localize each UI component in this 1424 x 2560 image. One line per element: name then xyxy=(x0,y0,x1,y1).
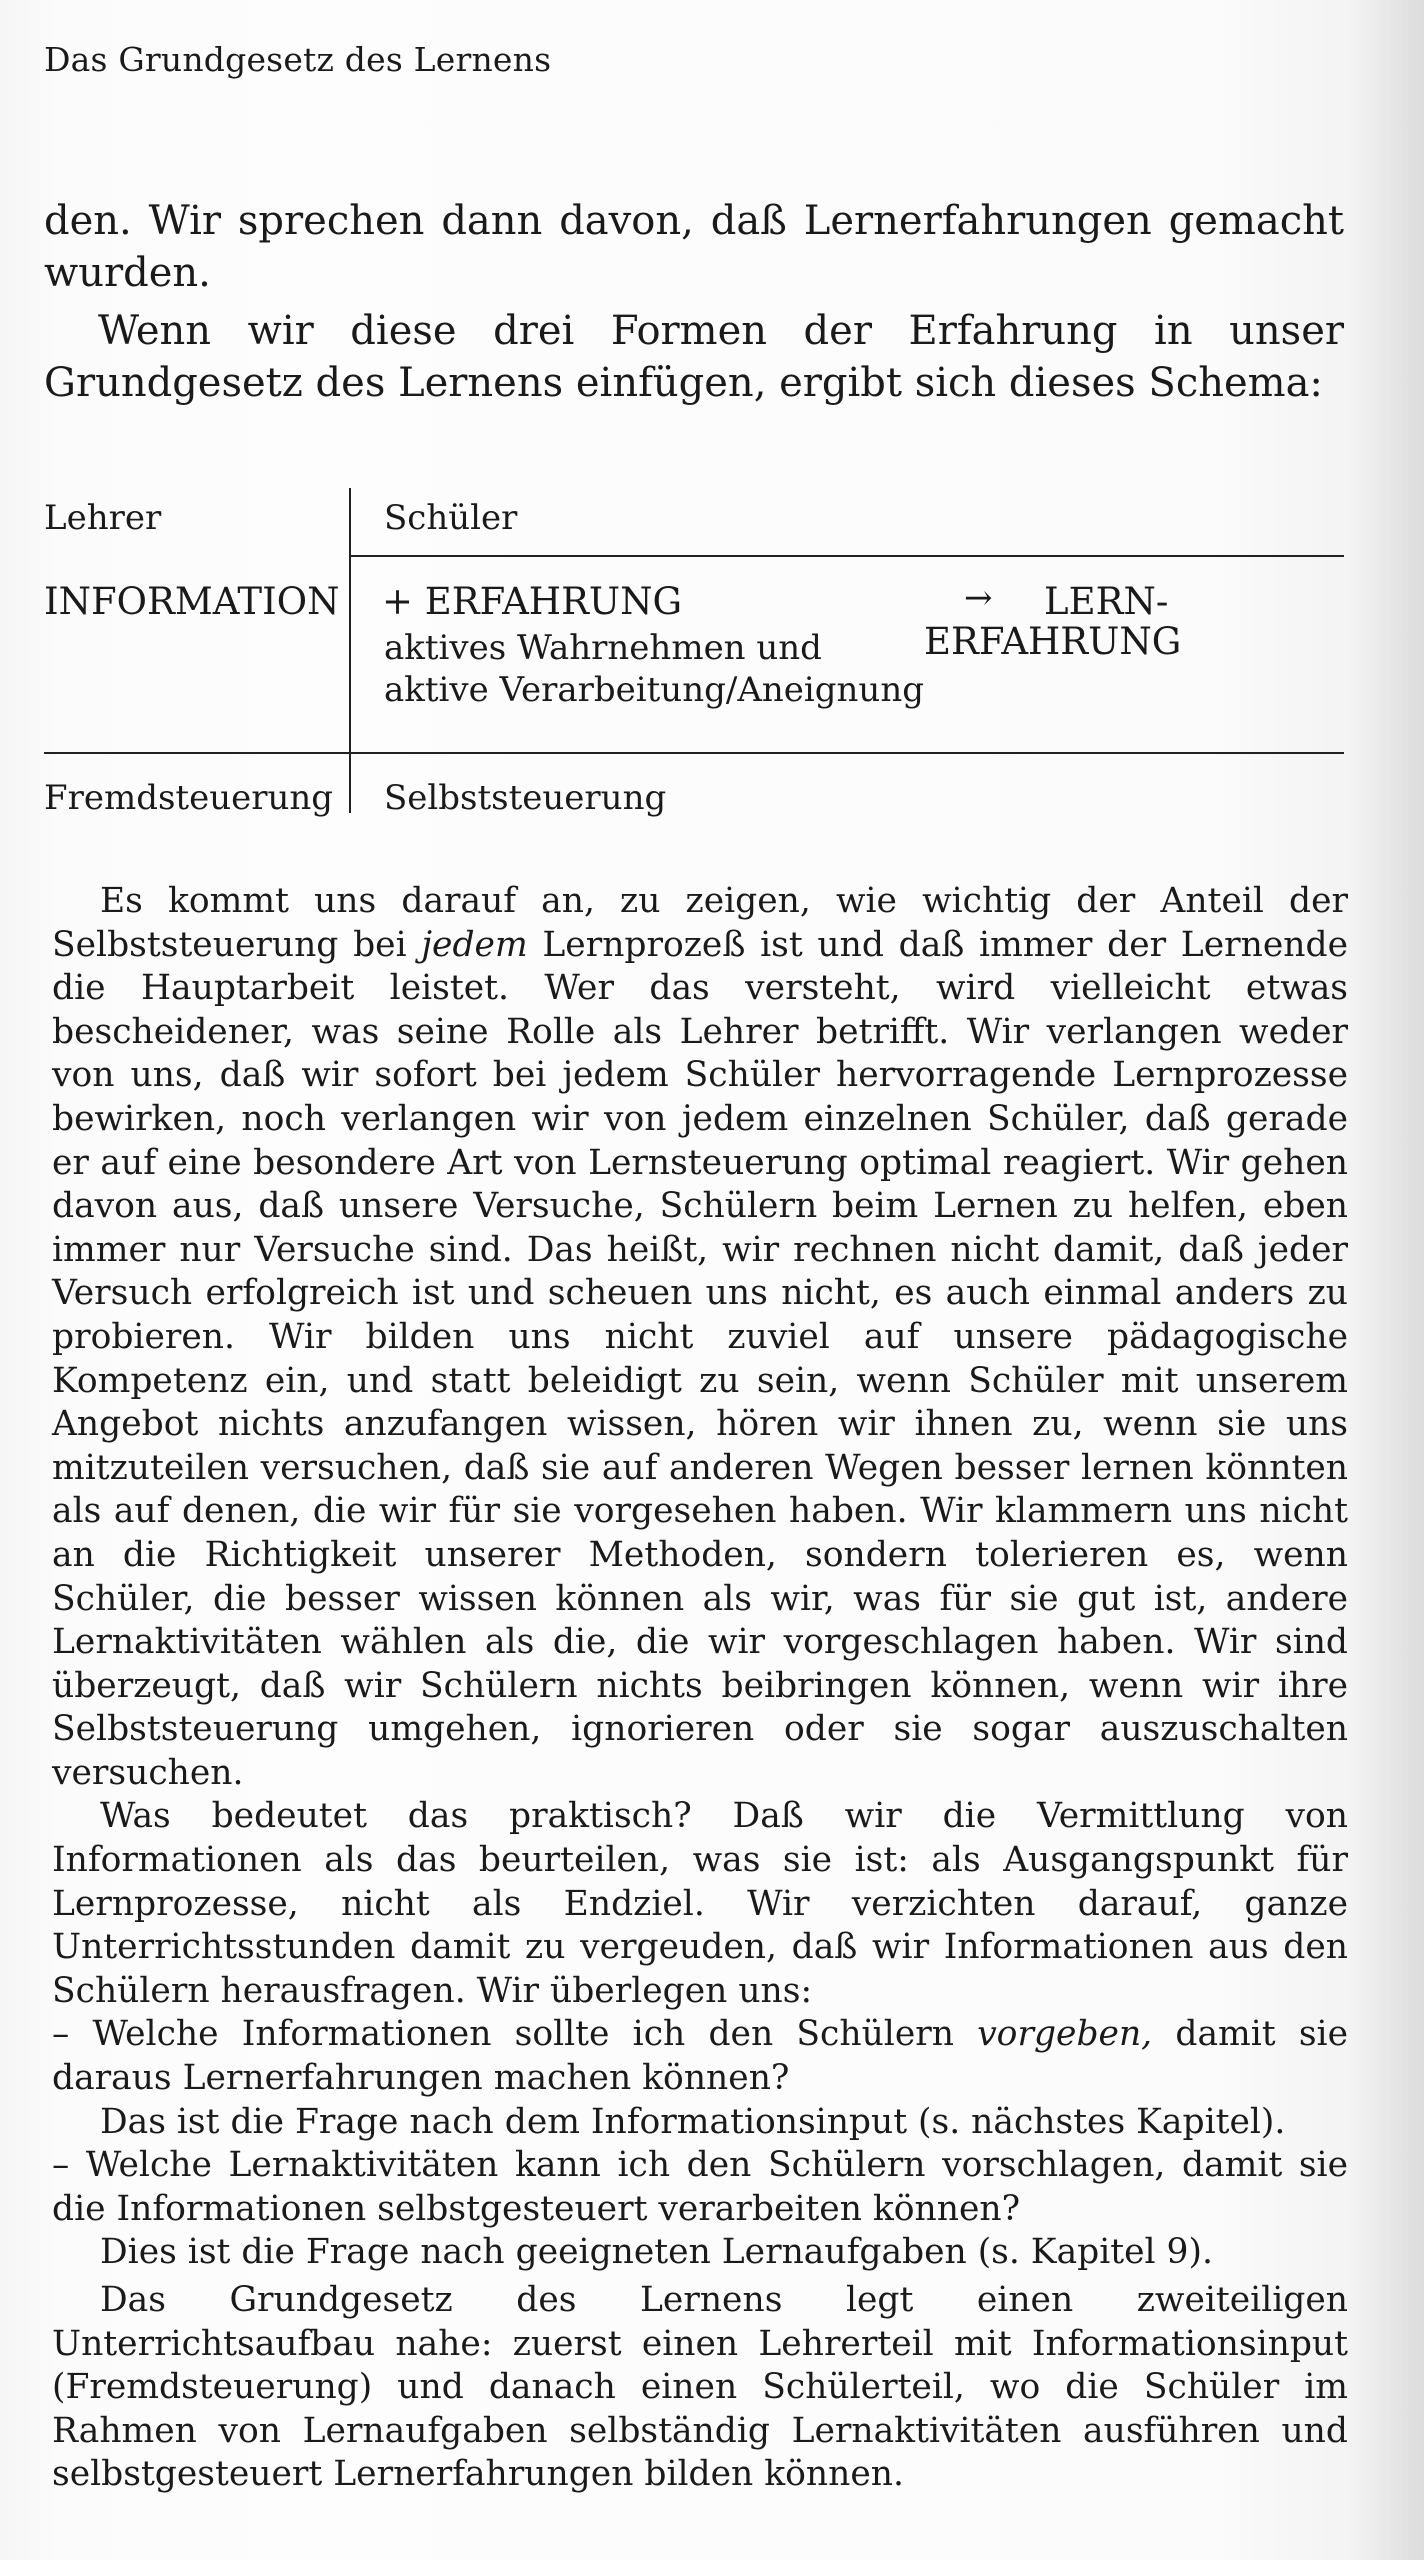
body-paragraph-2: Was bedeutet das praktisch? Daß wir die Vermittlung von Informationen als das beurteilen, was sie ist: als Ausgangspunkt für Lernprozesse, nicht als Endziel. Wir verzichten darauf, ganze Unterrichtsstunden damit zu vergeuden, daß wir Informationen aus den Schülern herausfragen. Wir überlegen uns: xyxy=(52,1796,1348,2011)
schema-header-teacher: Lehrer xyxy=(44,498,162,538)
question-1-note: Das ist die Frage nach dem Informationsinput (s. nächstes Kapitel). xyxy=(100,2101,1286,2142)
arrow-right-icon: → xyxy=(964,578,993,618)
schema-header-student: Schüler xyxy=(384,498,518,538)
question-1 xyxy=(52,2013,1348,2100)
question-2: – Welche Lernaktivitäten kann ich den Schülern vorschlagen, damit sie die Informationen selbstgesteuert verarbeiten können? xyxy=(52,2145,1348,2229)
schema-divider-top xyxy=(349,555,1344,557)
schema-result-line-2: ERFAHRUNG xyxy=(924,620,1182,663)
schema-selbststeuerung: Selbststeuerung xyxy=(384,778,667,818)
intro-section xyxy=(44,195,1344,409)
main-body-text xyxy=(52,880,1348,2497)
schema-information: INFORMATION xyxy=(44,580,340,623)
running-title: Das Grundgesetz des Lernens xyxy=(44,40,552,79)
body-paragraph-1-emphasis: jedem xyxy=(421,924,528,965)
body-paragraph-1-part-a: Es kommt uns darauf an, zu zeigen, wie wichtig der Anteil der Selbststeuerung bei xyxy=(52,881,1348,965)
intro-paragraph-2: Wenn wir diese drei Formen der Erfahrung in unser Grundgesetz des Lernens einfügen, ergibt sich dieses Schema: xyxy=(44,308,1344,406)
question-1-emphasis: vorgeben, xyxy=(977,2014,1153,2055)
schema-erfahrung-detail-1: aktives Wahrnehmen und xyxy=(384,628,822,668)
schema-erfahrung: + ERFAHRUNG xyxy=(382,580,683,623)
question-2-note: Dies ist die Frage nach geeigneten Lernaufgaben (s. Kapitel 9). xyxy=(100,2232,1213,2273)
schema-result-line-1: LERN- xyxy=(1044,580,1169,623)
schema-fremdsteuerung: Fremdsteuerung xyxy=(44,778,334,818)
body-paragraph-1-part-b: Lernprozeß ist und daß immer der Lernende die Hauptarbeit leistet. Wer das versteht, wird vielleicht etwas bescheidener, was seine Rolle als Lehrer betrifft. Wir verlangen weder von uns, daß wir sofort bei jedem Schüler hervorragende Lernprozesse bewirken, noch verlangen wir von jedem einzelnen Schüler, daß gerade er auf eine besondere Art von Lernsteuerung optimal reagiert. Wir gehen davon aus, daß unsere Versuche, Schülern beim Lernen zu helfen, eben immer nur Versuche sind. Das heißt, wir rechnen nicht damit, daß jeder Versuch erfolgreich ist und scheuen uns nicht, es auch einmal anders zu probieren. Wir bilden uns nicht zuviel auf unsere pädagogische Kompetenz ein, und statt beleidigt zu sein, wenn Schüler mit unserem Angebot nichts anzufangen wissen, hören wir ihnen zu, wenn sie uns mitzuteilen versuchen, daß sie auf anderen Wegen besser lernen könnten als auf denen, die wir für sie vorgesehen haben. Wir klammern uns nicht an die Richtigkeit unserer Methoden, sondern tolerieren es, wenn Schüler, die besser wissen können als wir, was für sie gut ist, andere Lernaktivitäten wählen als die, die wir vorgeschlagen haben. Wir sind überzeugt, daß wir Schülern nichts beibringen können, wenn wir ihre Selbststeuerung umgehen, ignorieren oder sie sogar auszuschalten versuchen. xyxy=(52,924,1348,1793)
intro-paragraph-1: den. Wir sprechen dann davon, daß Lernerfahrungen gemacht wurden. xyxy=(44,198,1344,296)
question-1-part-b: damit sie daraus Lernerfahrungen machen können? xyxy=(52,2014,1348,2099)
schema-vertical-divider xyxy=(349,488,351,813)
schema-divider-bottom xyxy=(44,752,1344,754)
body-paragraph-1 xyxy=(52,880,1348,1795)
body-paragraph-3: Das Grundgesetz des Lernens legt einen zweiteiligen Unterrichtsaufbau nahe: zuerst einen Lehrerteil mit Informationsinput (Fremdsteuerung) und danach einen Schülerteil, wo die Schüler im Rahmen von Lernaufgaben selbständig Lernaktivitäten ausführen und selbstgesteuert Lernerfahrungen bilden können. xyxy=(52,2280,1348,2495)
learning-schema-table xyxy=(44,480,1344,830)
schema-erfahrung-detail-2: aktive Verarbeitung/Aneignung xyxy=(384,670,924,710)
question-1-part-a: – Welche Informationen sollte ich den Schülern xyxy=(52,2014,978,2055)
